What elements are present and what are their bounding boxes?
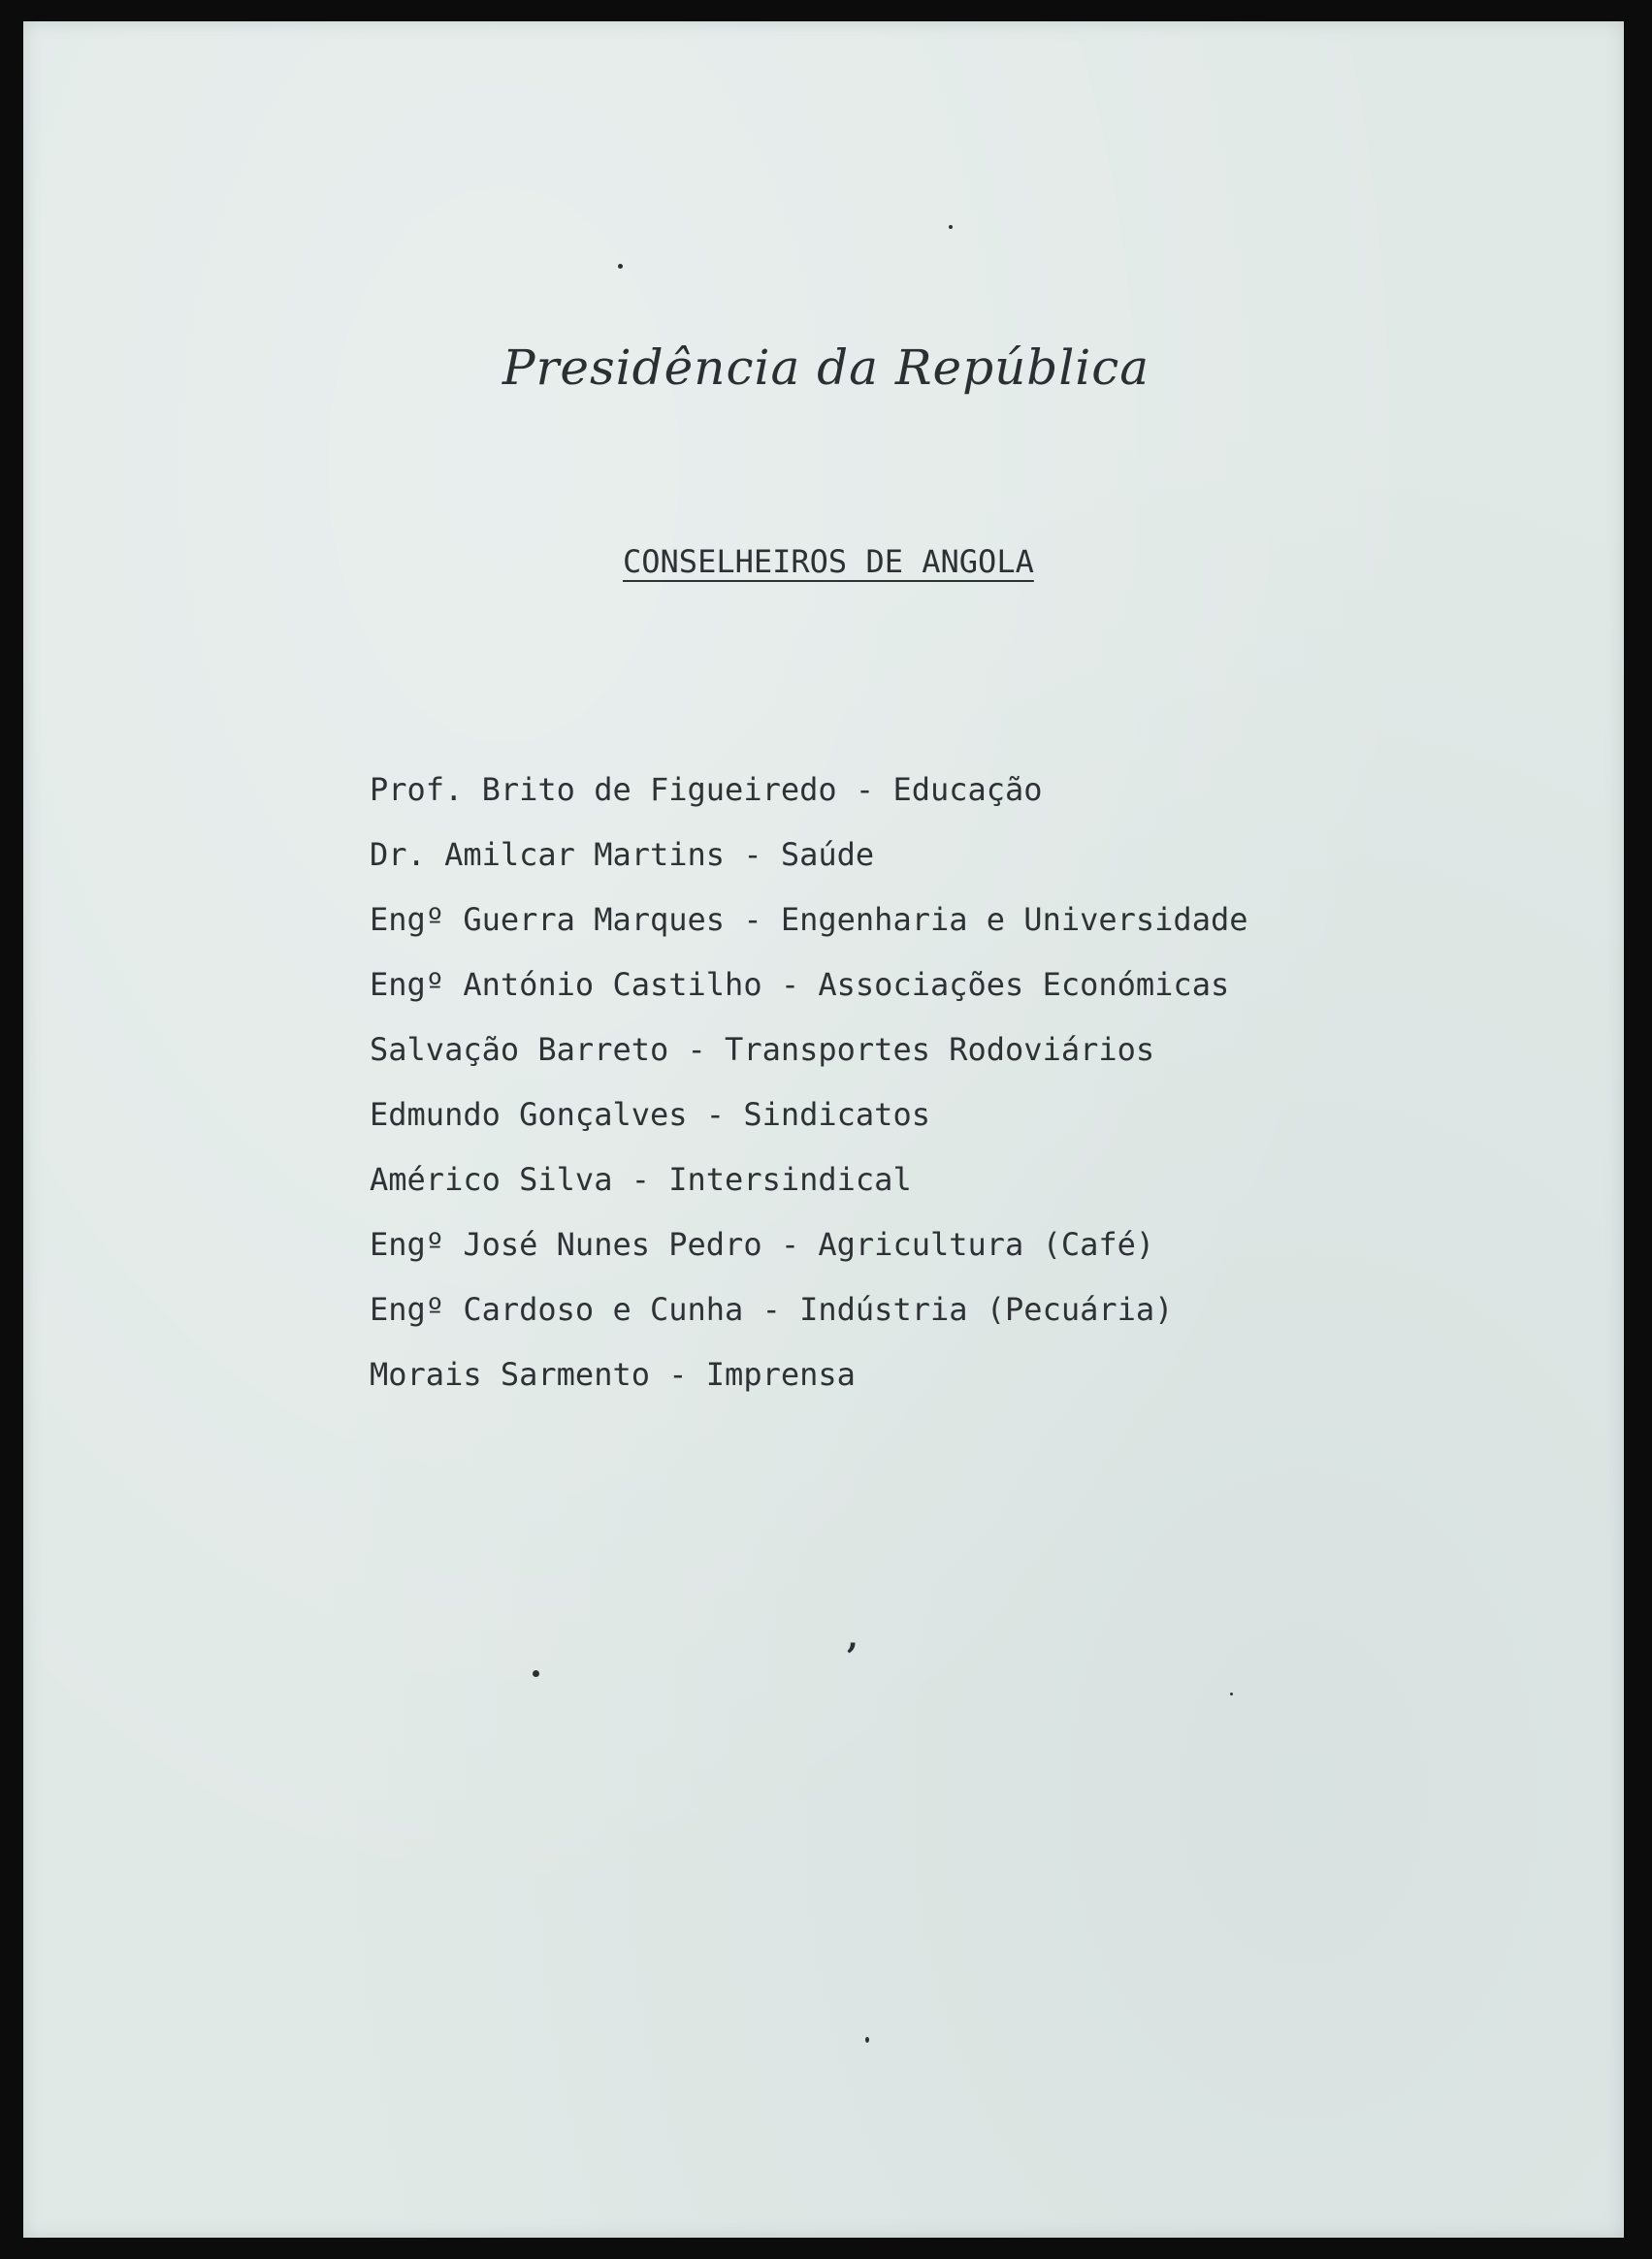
list-item: Edmundo Gonçalves - Sindicatos	[370, 1096, 930, 1133]
list-item: Engº António Castilho - Associações Económicas	[370, 966, 1230, 1003]
counselor-list	[370, 770, 1247, 1420]
list-item: Prof. Brito de Figueiredo - Educação	[370, 771, 1043, 808]
ink-speck	[1230, 1693, 1233, 1695]
letterhead: Presidência da República	[502, 339, 1150, 396]
list-item: Engº Guerra Marques - Engenharia e Universidade	[370, 901, 1248, 938]
ink-speck	[618, 264, 623, 269]
list-item: Salvação Barreto - Transportes Rodoviários	[370, 1031, 1155, 1068]
ink-speck	[865, 2037, 869, 2043]
list-item: Américo Silva - Intersindical	[370, 1161, 912, 1198]
list-item: Engº José Nunes Pedro - Agricultura (Café)	[370, 1226, 1155, 1263]
list-item: Engº Cardoso e Cunha - Indústria (Pecuária)	[370, 1291, 1174, 1328]
list-item: Dr. Amilcar Martins - Saúde	[370, 836, 875, 873]
list-item: Morais Sarmento - Imprensa	[370, 1356, 856, 1393]
ink-mark: ,	[847, 1618, 858, 1657]
ink-speck	[533, 1670, 539, 1677]
ink-speck	[949, 225, 953, 229]
document-heading: CONSELHEIROS DE ANGOLA	[623, 543, 1034, 580]
